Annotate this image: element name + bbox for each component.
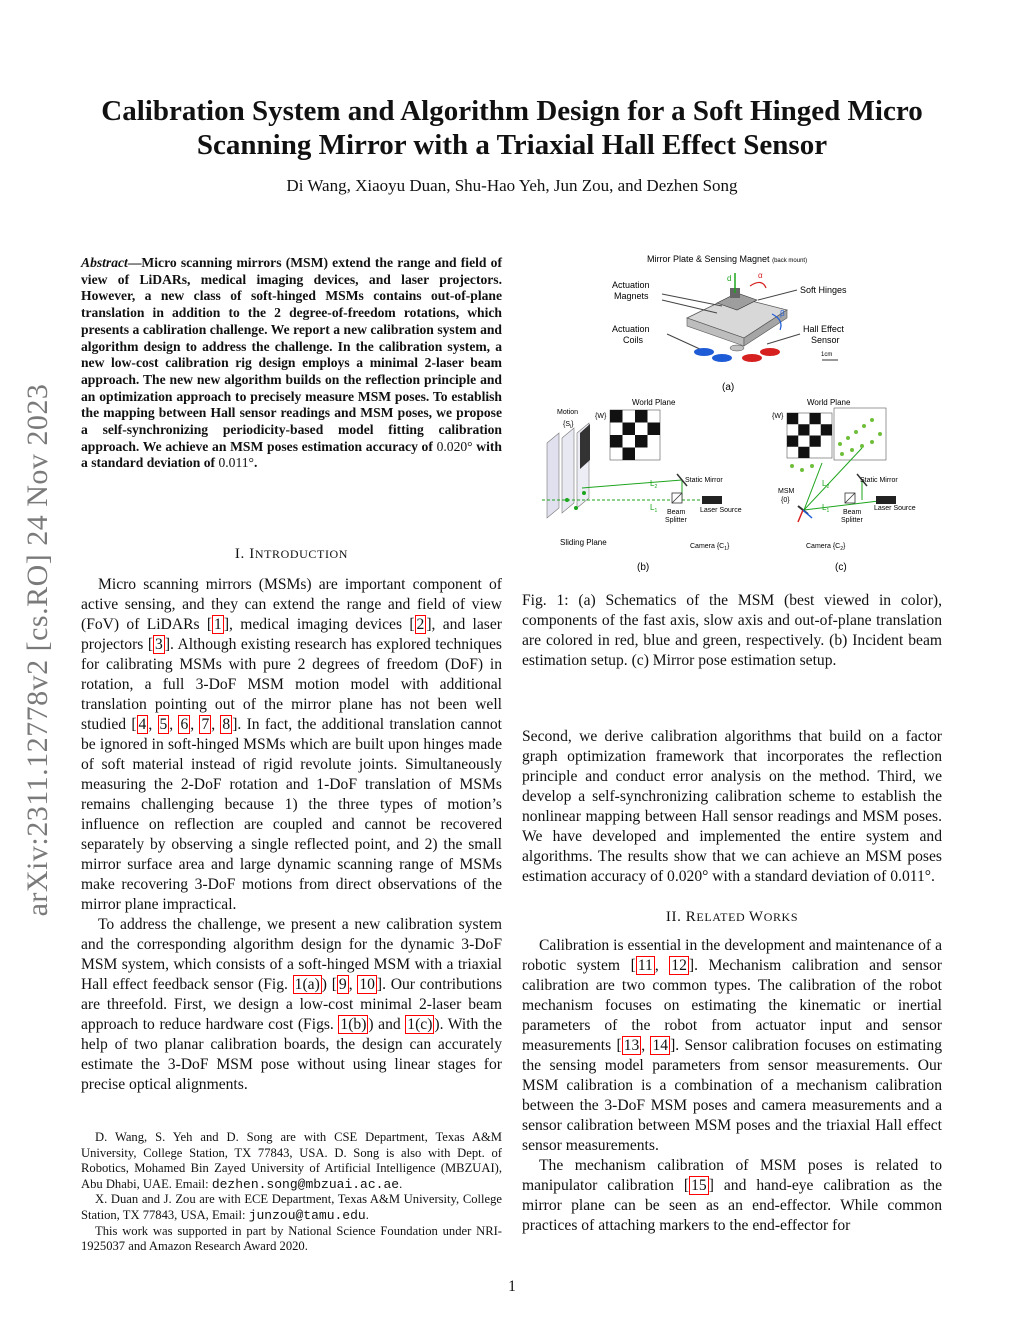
svg-text:Splitter: Splitter (841, 517, 863, 524)
intro-section (81, 544, 502, 1095)
subfig-c-setup (772, 398, 916, 573)
citation-link[interactable]: 10 (359, 976, 375, 993)
title-line-2: Scanning Mirror with a Triaxial Hall Effect Sensor (196, 129, 828, 161)
fig-label-hall-effect-1: Hall Effect (803, 324, 844, 334)
arxiv-id: arXiv:2311.12778v2 [cs.RO] 24 Nov 2023 (21, 383, 54, 917)
email-link[interactable]: dezhen.song@mbzuai.ac.ae (211, 1176, 400, 1192)
intro-heading: I. INTRODUCTION (234, 546, 349, 562)
svg-text:Static Mirror: Static Mirror (860, 477, 898, 484)
right-column-text (522, 727, 942, 1236)
footnote-funding: This work was supported in part by National Science Foundation under NRI-1925037 and Amazon Research Award 2020. (81, 1223, 502, 1254)
citation-link[interactable]: 5 (159, 716, 168, 733)
citation-link[interactable]: 12 (671, 957, 687, 974)
related-works-heading: II. RELATED WORKS (665, 909, 799, 925)
figure-1-caption: Fig. 1: (a) Schematics of the MSM (best viewed in color), components of the fast axis, slow axis and out-of-plane translation are colored in red, blue and green, respectively. (b) Incident beam estimation setup. (c) Mirror pose estimation setup. (522, 592, 942, 669)
email-link[interactable]: junzou@tamu.edu (248, 1207, 366, 1223)
svg-text:L1: $L_1$ (650, 503, 658, 514)
svg-text:MSM: MSM (778, 488, 795, 495)
svg-text:Beam: Beam (667, 509, 686, 516)
abstract-label: Abstract (81, 255, 128, 270)
intro-paragraph-1: Micro scanning mirrors (MSMs) are important component of active sensing, and they can extend the range and field of view (FoV) of LiDARs [ 1 ], medical imaging devices [ 2 ], and laser projectors [ 3 ]. Although existing research has explored techniques for calibrating MSMs with pure 2 degrees of freedom (DoF) in rotation, a full 3-DoF MSM motion model with additional translation pointing out of the mirror plane has not been well studied [ 4 , 5 , 6 , 7 , 8 ]. In fact, the additional translation cannot be ignored in soft-hinged MSMs which are built upon hinges made of soft material instead of rigid revolute joints. Simultaneously measuring the 2-DoF rotation and 1-DoF translation of MSMs remains challenging because 1) the three types of motion’s influence on reflection are coupled and cannot be recovered separately by observing a single reflected point, and 2) the small mirror surface area and large dynamic scanning range of MSMs make recovering 3-DoF motions from direct observations of the mirror plane impractical. (81, 576, 502, 913)
citation-link[interactable]: 14 (652, 1037, 669, 1054)
svg-text:d: d (727, 274, 732, 283)
svg-text:{0}: {0} (781, 497, 790, 504)
svg-text:Beam: Beam (843, 509, 862, 516)
citation-link[interactable]: 2 (416, 616, 425, 633)
svg-text:1cm: 1cm (821, 352, 833, 358)
svg-text:{Si}: $\{S_i\}$ (563, 421, 574, 430)
abstract: Abstract—Micro scanning mirrors (MSM) extend the range and field of view of LiDARs, medical imaging devices, and laser projectors. However, a new class of soft-hinged MSMs contains out-of-plane translation in addition to the 2 degree-of-freedom rotations, which presents a cabliration challenge. We report a new calibration system and algorithm design to address the challenge. In the calibration system, a new low-cost calibration rig design employs a minimal 2-laser beam approach. The new new algorithm builds on the reflection principle and an optimization approach to precisely measure MSM poses. To establish the mapping between Hall sensor readings and MSM poses, we propose a self-synchronizing periodicity-based model fitting calibration approach. We achieve an MSM poses estimation accuracy of 0.020° with a standard deviation of 0.011°. (81, 255, 502, 471)
abstract-accuracy: 0.020° (436, 438, 473, 454)
citation-link[interactable]: 4 (138, 716, 147, 733)
footnotes (81, 1130, 502, 1255)
title-line-1: Calibration System and Algorithm Design for a Soft Hinged Micro (101, 95, 923, 127)
subfig-label-b: (b) (637, 562, 650, 573)
figure-1-diagram (522, 248, 942, 583)
svg-text:Laser Source: Laser Source (700, 507, 742, 514)
fig-label-mirror-plate: Mirror Plate & Sensing Magnet (back mount) (647, 254, 808, 264)
fig-label-actuation-coils-1: Actuation (612, 324, 650, 334)
citation-link[interactable]: 11 (637, 957, 653, 974)
svg-text:World Plane: World Plane (632, 398, 676, 407)
author-list: Di Wang, Xiaoyu Duan, Shu-Hao Yeh, Jun Zou, and Dezhen Song (286, 176, 738, 195)
svg-text:Motion: Motion (557, 409, 579, 416)
citation-link[interactable]: 8 (222, 716, 231, 733)
svg-text:β: β (780, 309, 785, 318)
citation-link[interactable]: 6 (180, 716, 189, 733)
citation-link[interactable]: 15 (691, 1177, 707, 1194)
svg-text:Sliding Plane: Sliding Plane (560, 538, 607, 547)
abstract-text: —Micro scanning mirrors (MSM) extend the range and field of view of LiDARs, medical imaging devices, and laser projectors. However, a new class of soft-hinged MSMs contains out-of-plane translation in addition to the 2 degree-of-freedom rotations, which presents a cabliration challenge. We report a new calibration system and algorithm design to address the challenge. In the calibration system, a new low-cost calibration rig design employs a minimal 2-laser beam approach. The new new algorithm builds on the reflection principle and an optimization approach to precisely measure MSM poses. To establish the mapping between Hall sensor readings and MSM poses, we propose a self-synchronizing periodicity-based model fitting calibration approach. We achieve an MSM poses estimation accuracy of (81, 255, 502, 454)
svg-text:Laser Source: Laser Source (874, 505, 916, 512)
svg-text:Camera {C2}: Camera $\{C_2\}$ (806, 543, 846, 552)
svg-text:L1: $L_1$ (822, 503, 830, 514)
svg-text:Camera {C1}: Camera $\{C_1\}$ (690, 543, 730, 552)
footnote-affiliation-2: X. Duan and J. Zou are with ECE Department, Texas A&M University, College Station, TX 77843, USA, Email: junzou@tamu.edu. (81, 1192, 502, 1223)
svg-text:α: α (758, 271, 763, 280)
svg-text:Static Mirror: Static Mirror (685, 477, 723, 484)
abstract-std: 0.011° (218, 455, 254, 471)
citation-link[interactable]: 9 (338, 976, 347, 993)
subfig-label-a: (a) (722, 382, 735, 393)
figure-link[interactable]: 1(b) (340, 1016, 367, 1033)
fig-label-actuation-magnets-2: Magnets (614, 291, 649, 301)
paper-title (80, 94, 944, 162)
svg-text:L2: $L_2$ (650, 479, 658, 490)
page-number: 1 (508, 1278, 516, 1295)
citation-link[interactable]: 13 (623, 1037, 640, 1054)
footnote-affiliation-1: D. Wang, S. Yeh and D. Song are with CSE Department, Texas A&M University, College Station, TX 77843, USA. D. Song is also with Dept. of Robotics, Mohamed Bin Zayed University of Artificial Intelligence (MBZUAI), Abu Dhabi, UAE. Email: dezhen.song@mbzuai.ac.ae. (81, 1130, 502, 1192)
citation-link[interactable]: 3 (155, 636, 163, 653)
fig-label-actuation-magnets-1: Actuation (612, 280, 650, 290)
fig-label-hall-effect-2: Sensor (811, 335, 840, 345)
subfig-b-setup (542, 398, 742, 573)
figure-link[interactable]: 1(c) (407, 1016, 433, 1033)
related-works-paragraph-2: The mechanism calibration of MSM poses is related to manipulator calibration [ 15 ] and hand-eye calibration as the mirror plane can be seen as an end-effector. While common practices of attaching markers to the end-effector for (522, 1157, 943, 1234)
svg-text:World Plane: World Plane (807, 398, 851, 407)
svg-text:Splitter: Splitter (665, 517, 687, 524)
fig-label-soft-hinges: Soft Hinges (800, 285, 847, 295)
intro-paragraph-2: To address the challenge, we present a new calibration system and the corresponding algorithm design for the dynamic 3-DoF MSM system, which consists of a soft-hinged MSM with a triaxial Hall effect feedback sensor (Fig. 1(a) ) [ 9 , 10 ]. Our contributions are threefold. First, we design a low-cost minimal 2-laser beam approach to reduce hardware cost (Figs. 1(b) ) and 1(c) ). With the help of two planar calibration boards, the design can accurately estimate the 3-DoF MSM pose without using linear stages for precise optical alignments. (81, 916, 503, 1093)
citation-link[interactable]: 1 (214, 616, 222, 633)
contributions-paragraph: Second, we derive calibration algorithms that build on a factor graph optimization framework that incorporates the reflection principle and conduct error analysis on the method. Third, we develop a self-synchronizing calibration scheme to establish the nonlinear mapping between Hall sensor readings and MSM poses. We have developed and implemented the entire system and algorithms. The results show that we can achieve an MSM poses estimation accuracy of 0.020° with a standard deviation of 0.011°. (522, 728, 942, 885)
svg-text:{W}: {W} (595, 413, 607, 420)
related-works-paragraph-1: Calibration is essential in the development and maintenance of a robotic system [ 11 , 12 ]. Mechanism calibration and sensor calibration are two common types. The calibration of the robot mechanism focuses on estimating the kinematic or inertial parameters of the robot from actuator input and sensor measurements [ 13 , 14 ]. Sensor calibration focuses on estimating the sensing model parameters from sensor measurements. Our MSM calibration is a combination of a mechanism calibration between the 3-DoF MSM poses and camera measurements and a sensor calibration between MSM poses and the triaxial Hall effect sensor measurements. (522, 937, 943, 1154)
subfig-label-c: (c) (835, 562, 847, 573)
svg-text:L2: $L_2$ (822, 479, 830, 490)
figure-1 (522, 248, 942, 583)
svg-text:{W}: {W} (772, 413, 784, 420)
fig-label-actuation-coils-2: Coils (623, 335, 644, 345)
figure-link[interactable]: 1(a) (294, 976, 320, 993)
arxiv-sidebar-stamp (18, 340, 58, 960)
citation-link[interactable]: 7 (201, 716, 210, 733)
